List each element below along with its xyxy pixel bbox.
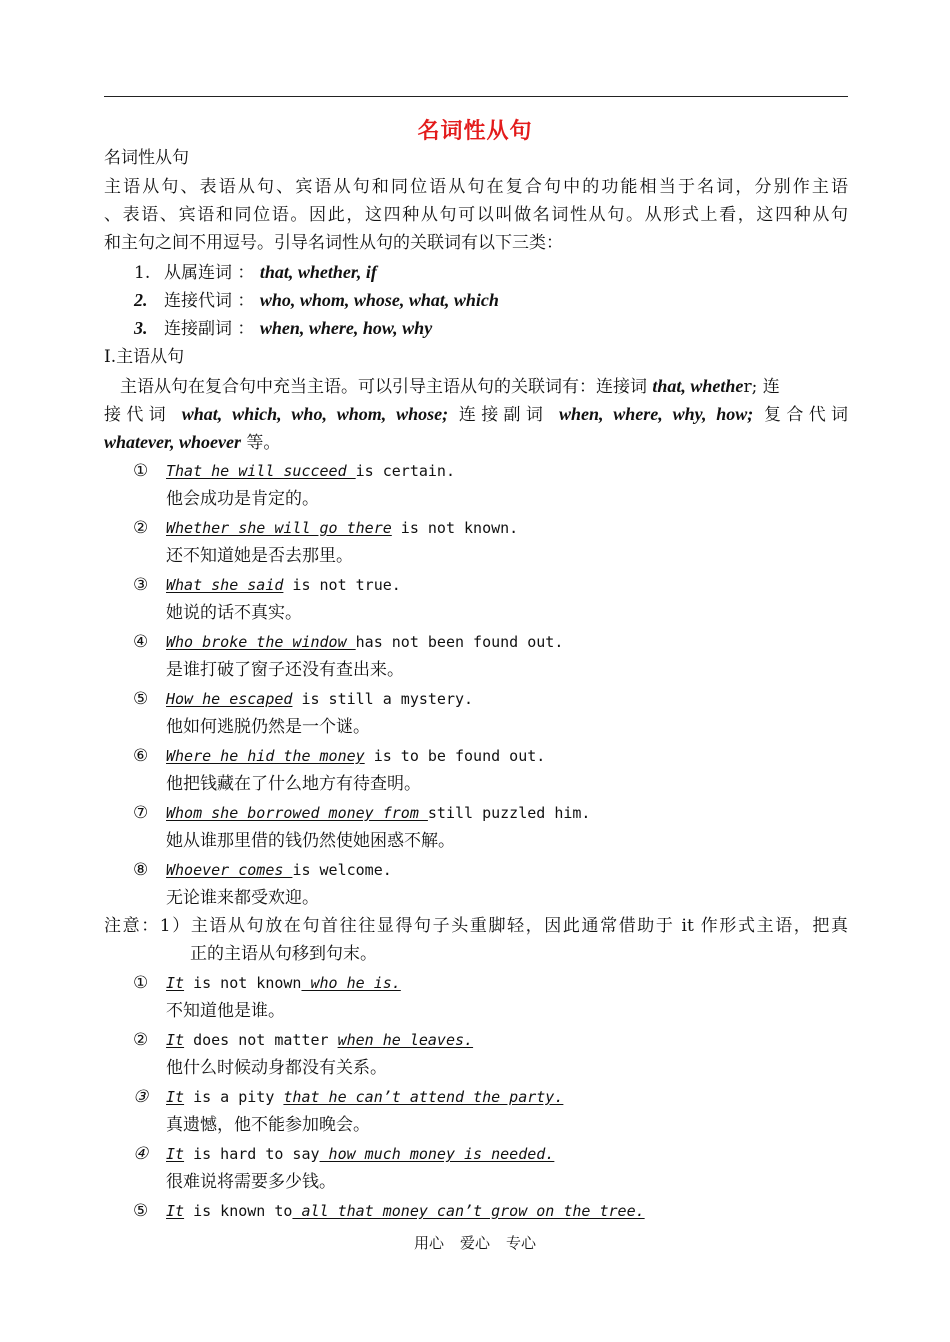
category-label: 连接代词 ：: [164, 291, 255, 311]
category-label: 连接副词 ：: [164, 319, 255, 339]
example-rest: is not true.: [283, 576, 401, 594]
example-rest: is not known.: [391, 519, 519, 537]
example-clause: that he can’t attend the party.: [283, 1088, 564, 1106]
note-example-sentence: [166, 971, 401, 995]
formal-subject: It: [166, 1031, 185, 1049]
desc-text: 连接副词: [448, 405, 559, 425]
example-rest: is known to: [184, 1202, 293, 1220]
example-marker: ④: [133, 632, 149, 652]
desc-keywords: whatever, whoever: [104, 432, 241, 452]
example-sentence: [166, 801, 590, 825]
example-clause: What she said: [166, 576, 284, 594]
section-heading: Ⅰ.主语从句: [104, 347, 185, 367]
example-clause: all that money can’t grow on the tree.: [292, 1202, 645, 1220]
formal-subject: It: [166, 974, 185, 992]
example-marker: ③: [133, 575, 149, 595]
example-sentence: [166, 516, 518, 540]
example-rest: is to be found out.: [364, 747, 546, 765]
example-sentence: [166, 459, 455, 483]
example-translation: 他会成功是肯定的。: [166, 489, 319, 509]
example-sentence: [166, 687, 473, 711]
example-clause: Whoever comes: [166, 861, 293, 879]
example-translation: 是谁打破了窗子还没有查出来。: [166, 660, 404, 680]
page-title: 名词性从句: [417, 119, 533, 144]
category-2: [134, 288, 499, 313]
example-rest: does not matter: [184, 1031, 338, 1049]
example-rest: is a pity: [184, 1088, 284, 1106]
example-rest: is not known: [184, 974, 302, 992]
example-translation: 他如何逃脱仍然是一个谜。: [166, 717, 370, 737]
formal-subject: It: [166, 1088, 185, 1106]
note-line-1: 注意：1）主语从句放在句首往往显得句子头重脚轻，因此通常借助于 it 作形式主语，把真: [104, 916, 848, 936]
category-number: 1.: [134, 263, 151, 283]
note-example-marker: ④: [133, 1144, 149, 1164]
section-desc-line-2: [104, 402, 848, 427]
subtitle: 名词性从句: [104, 148, 189, 168]
example-clause: when he leaves.: [337, 1031, 474, 1049]
example-clause: Whether she will go there: [166, 519, 392, 537]
desc-text: 接代词: [104, 405, 182, 425]
example-rest: has not been found out.: [355, 633, 564, 651]
example-sentence: [166, 744, 545, 768]
example-marker: ⑧: [133, 860, 149, 880]
example-sentence: [166, 573, 401, 597]
example-translation: 他把钱藏在了什么地方有待查明。: [166, 774, 421, 794]
example-rest: still puzzled him.: [427, 804, 591, 822]
example-translation: 她从谁那里借的钱仍然使她困惑不解。: [166, 831, 455, 851]
example-translation: 还不知道她是否去那里。: [166, 546, 353, 566]
footer-word: 专心: [506, 1234, 537, 1252]
example-rest: is hard to say: [184, 1145, 320, 1163]
desc-keywords: what, which, who, whom, whose;: [181, 404, 449, 424]
category-3: [134, 316, 432, 341]
example-translation: 无论谁来都受欢迎。: [166, 888, 319, 908]
note-example-marker: ③: [133, 1087, 149, 1107]
category-number: 3.: [134, 318, 148, 338]
example-sentence: [166, 630, 563, 654]
intro-line-3: 和主句之间不用逗号。引导名词性从句的关联词有以下三类：: [104, 233, 563, 253]
example-marker: ⑦: [133, 803, 149, 823]
note-example-translation: 很难说将需要多少钱。: [166, 1172, 336, 1192]
note-example-marker: ⑤: [133, 1201, 149, 1221]
category-number: 2.: [134, 290, 148, 310]
example-clause: how much money is needed.: [319, 1145, 555, 1163]
note-example-translation: 他什么时候动身都没有关系。: [166, 1058, 387, 1078]
intro-line-1: 主语从句、表语从句、宾语从句和同位语从句在复合句中的功能相当于名词，分别作主语: [104, 177, 848, 197]
example-rest: is certain.: [355, 462, 455, 480]
section-desc-line-3: [104, 430, 280, 455]
example-marker: ①: [133, 461, 149, 481]
example-translation: 她说的话不真实。: [166, 603, 302, 623]
desc-text: 等。: [241, 433, 281, 453]
example-clause: Who broke the window: [166, 633, 356, 651]
note-example-sentence: [166, 1199, 645, 1223]
desc-keywords: when, where, why, how;: [558, 404, 754, 424]
desc-text: 复合代词: [753, 405, 849, 425]
desc-keywords: that, whethe: [652, 376, 744, 396]
note-example-marker: ①: [133, 973, 149, 993]
note-example-translation: 真遗憾，他不能参加晚会。: [166, 1115, 370, 1135]
example-marker: ⑤: [133, 689, 149, 709]
desc-text: 主语从句在复合句中充当主语。可以引导主语从句的关联词有：连接词: [120, 377, 653, 397]
category-label: 从属连词 ：: [164, 263, 255, 283]
note-example-marker: ②: [133, 1030, 149, 1050]
footer-word: 用心: [413, 1234, 444, 1252]
example-clause: Whom she borrowed money from: [166, 804, 428, 822]
example-clause: who he is.: [301, 974, 401, 992]
example-sentence: [166, 858, 392, 882]
category-1: [134, 260, 377, 285]
page-footer: [0, 1232, 950, 1253]
category-words: that, whether, if: [259, 262, 377, 282]
intro-line-2: 、表语、宾语和同位语。因此，这四种从句可以叫做名词性从句。从形式上看，这四种从句: [104, 205, 848, 225]
note-line-2: 正的主语从句移到句末。: [190, 944, 377, 964]
example-marker: ②: [133, 518, 149, 538]
formal-subject: It: [166, 1145, 185, 1163]
example-marker: ⑥: [133, 746, 149, 766]
section-desc-line-1: [120, 374, 780, 399]
example-clause: How he escaped: [166, 690, 293, 708]
header-rule: [104, 96, 848, 97]
note-example-sentence: [166, 1142, 554, 1166]
example-clause: That he will succeed: [166, 462, 356, 480]
desc-text: r; 连: [743, 377, 780, 397]
example-clause: Where he hid the money: [166, 747, 365, 765]
example-rest: is welcome.: [292, 861, 392, 879]
formal-subject: It: [166, 1202, 185, 1220]
note-example-sentence: [166, 1085, 563, 1109]
example-rest: is still a mystery.: [292, 690, 474, 708]
footer-word: 爱心: [459, 1234, 490, 1252]
note-example-translation: 不知道他是谁。: [166, 1001, 285, 1021]
note-example-sentence: [166, 1028, 473, 1052]
category-words: when, where, how, why: [259, 318, 433, 338]
category-words: who, whom, whose, what, which: [259, 290, 499, 310]
